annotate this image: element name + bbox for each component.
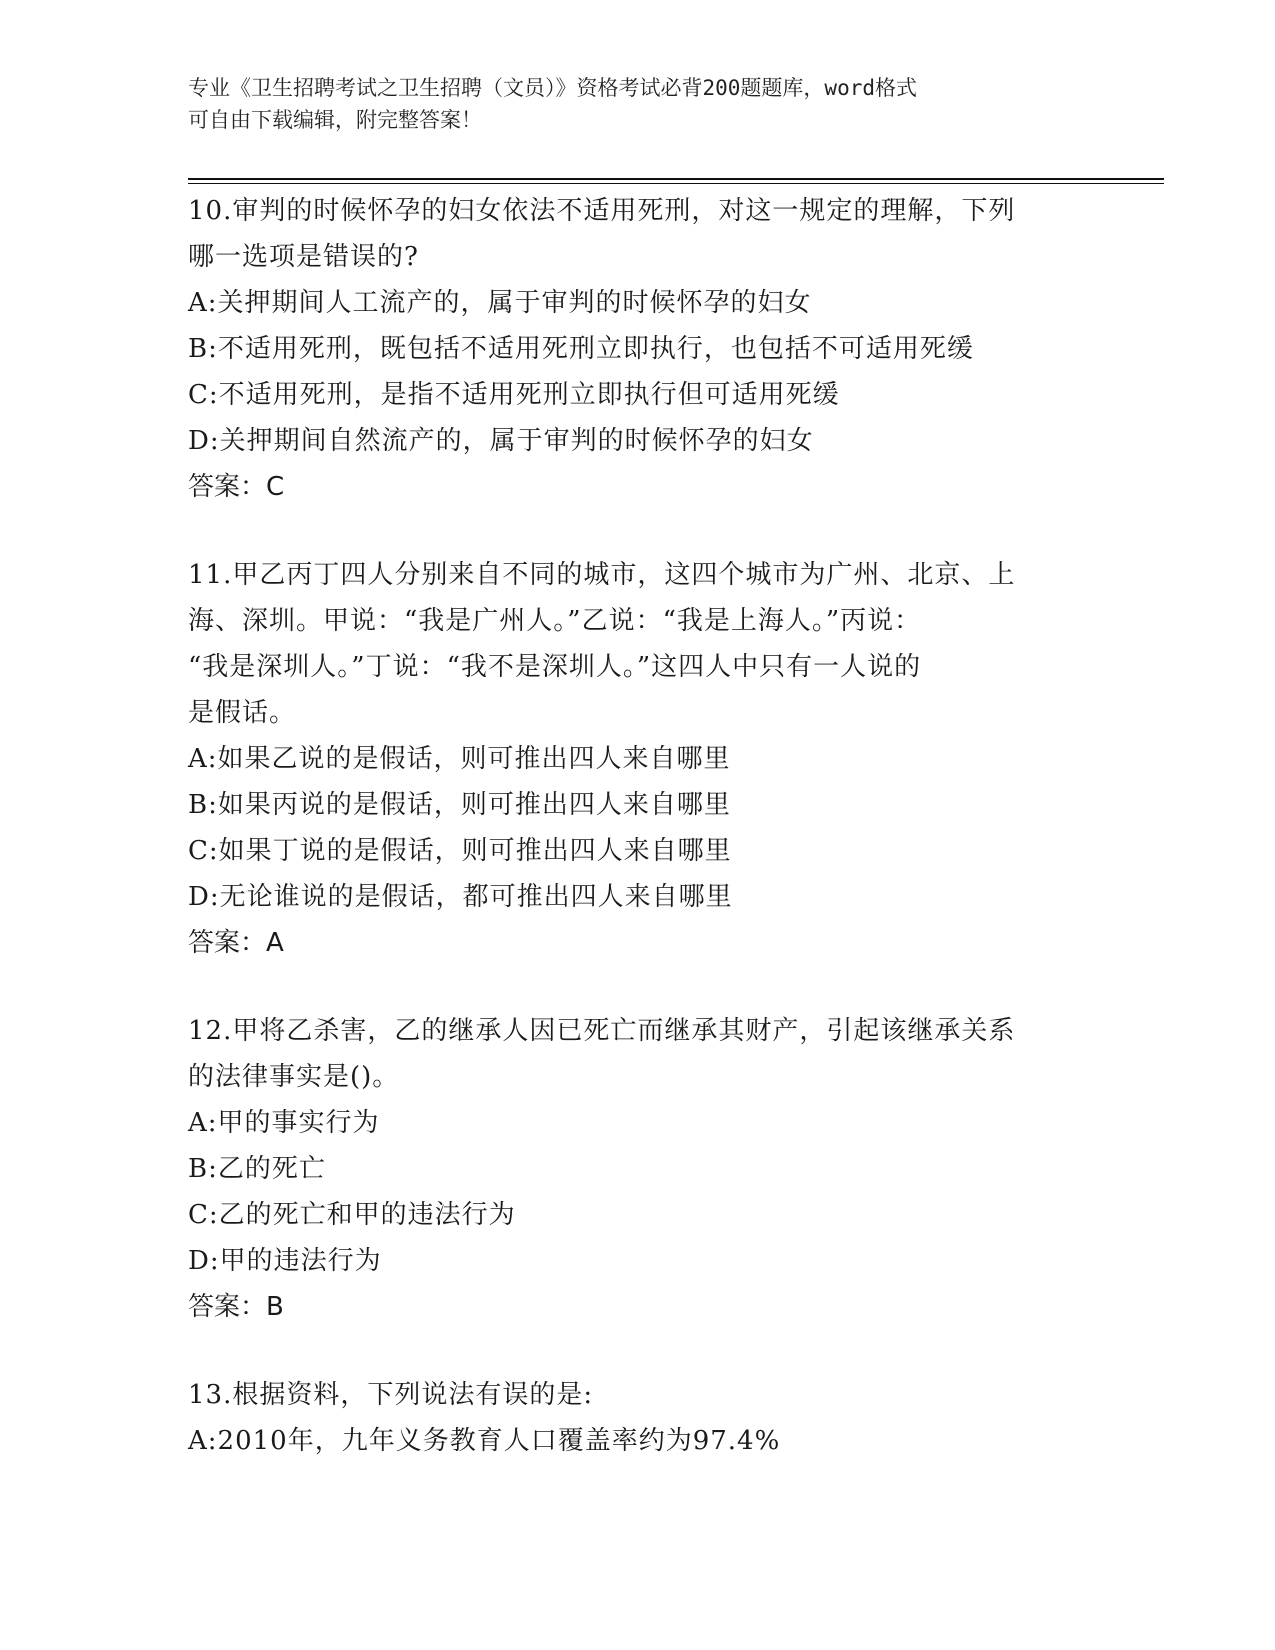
- answer-line: 答案：B: [188, 1292, 284, 1322]
- option-d: D:甲的违法行为: [188, 1246, 382, 1276]
- option-c: C:如果丁说的是假话，则可推出四人来自哪里: [188, 836, 732, 866]
- stem-line: “我是深圳人。”丁说：“我不是深圳人。”这四人中只有一人说的: [188, 652, 922, 682]
- option-a: A:如果乙说的是假话，则可推出四人来自哪里: [188, 744, 731, 774]
- option-d: D:关押期间自然流产的，属于审判的时候怀孕的妇女: [188, 426, 814, 456]
- header-line-2: 可自由下载编辑，附完整答案！: [188, 108, 482, 132]
- option-a: A:甲的事实行为: [188, 1108, 380, 1138]
- answer-line: 答案：C: [188, 472, 285, 502]
- question-stem: [188, 552, 1088, 736]
- stem-line: 哪一选项是错误的?: [188, 242, 419, 272]
- question-10: [188, 188, 1088, 510]
- header-divider-thin: [188, 183, 1164, 184]
- option-b: B:不适用死刑，既包括不适用死刑立即执行，也包括不可适用死缓: [188, 334, 974, 364]
- option-a: A:关押期间人工流产的，属于审判的时候怀孕的妇女: [188, 288, 812, 318]
- stem-line: 11.甲乙丙丁四人分别来自不同的城市，这四个城市为广州、北京、上: [188, 560, 1016, 590]
- answer-line: 答案：A: [188, 928, 284, 958]
- question-13: [188, 1372, 1088, 1464]
- stem-line: 10.审判的时候怀孕的妇女依法不适用死刑，对这一规定的理解，下列: [188, 196, 1016, 226]
- stem-line: 是假话。: [188, 698, 297, 728]
- document-header: [188, 72, 1088, 136]
- option-a: A:2010年，九年义务教育人口覆盖率约为97.4%: [188, 1426, 781, 1456]
- question-stem: [188, 1372, 1088, 1418]
- option-c: C:乙的死亡和甲的违法行为: [188, 1200, 516, 1230]
- stem-line: 12.甲将乙杀害，乙的继承人因已死亡而继承其财产，引起该继承关系: [188, 1016, 1016, 1046]
- header-line-1: 专业《卫生招聘考试之卫生招聘（文员）》资格考试必背200题题库，word格式: [188, 76, 917, 100]
- option-b: B:如果丙说的是假话，则可推出四人来自哪里: [188, 790, 731, 820]
- question-list: [188, 188, 1088, 1506]
- stem-line: 海、深圳。甲说：“我是广州人。”乙说：“我是上海人。”丙说：: [188, 606, 922, 636]
- stem-line: 13.根据资料，下列说法有误的是:: [188, 1380, 594, 1410]
- question-stem: [188, 1008, 1088, 1100]
- question-11: [188, 552, 1088, 966]
- option-d: D:无论谁说的是假话，都可推出四人来自哪里: [188, 882, 733, 912]
- option-c: C:不适用死刑，是指不适用死刑立即执行但可适用死缓: [188, 380, 840, 410]
- stem-line: 的法律事实是()。: [188, 1062, 400, 1092]
- option-b: B:乙的死亡: [188, 1154, 326, 1184]
- header-divider-thick: [188, 178, 1164, 180]
- question-12: [188, 1008, 1088, 1330]
- question-stem: [188, 188, 1088, 280]
